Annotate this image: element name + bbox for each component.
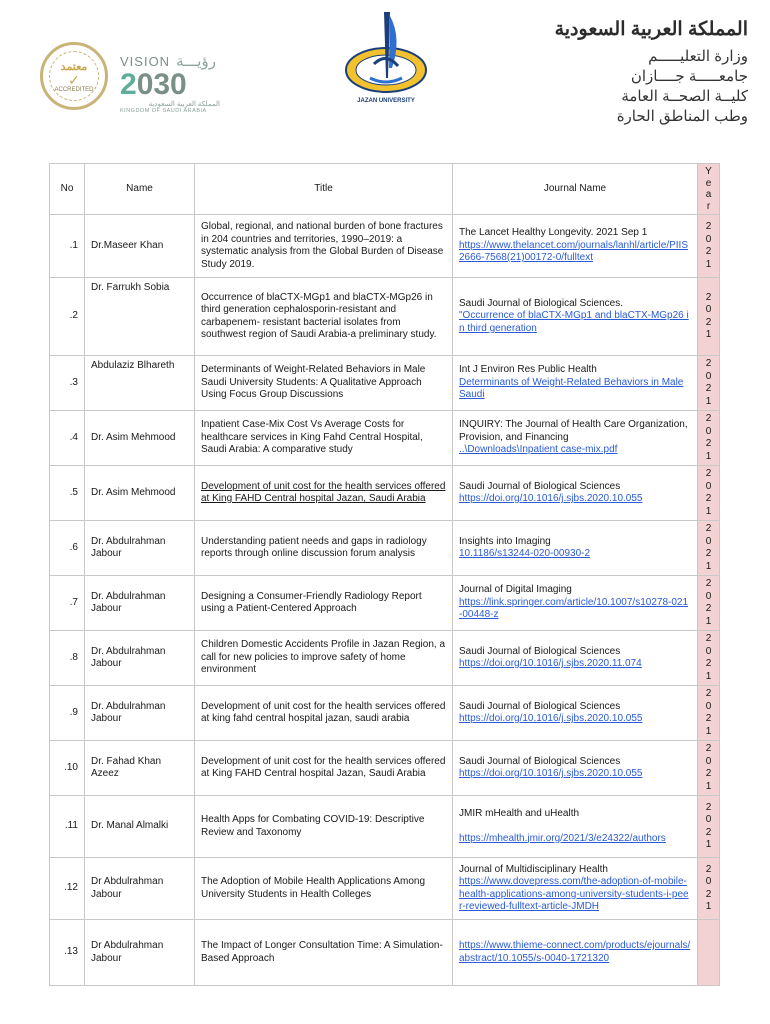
row-number: .13 bbox=[50, 920, 85, 986]
header-journal: Journal Name bbox=[453, 164, 698, 215]
article-title bbox=[195, 278, 453, 356]
journal-link[interactable]: https://www.thieme-connect.com/products/ejournals/abstract/10.1055/s-0040-1721320 bbox=[459, 940, 691, 964]
journal-link[interactable]: Determinants of Weight-Related Behaviors in Male Saudi bbox=[459, 376, 684, 401]
year-digit: 1 bbox=[705, 560, 712, 572]
university-emblem-icon bbox=[340, 8, 432, 100]
table-row bbox=[50, 356, 720, 411]
year-digit: 2 bbox=[705, 633, 712, 644]
vision-label-ar: رؤيـــة bbox=[176, 53, 216, 70]
year-digit: 0 bbox=[705, 425, 712, 437]
row-number: .10 bbox=[50, 741, 85, 796]
letterhead bbox=[0, 0, 770, 130]
article-title bbox=[195, 920, 453, 986]
article-title bbox=[195, 796, 453, 858]
row-number: .7 bbox=[50, 576, 85, 631]
year-digit: 1 bbox=[705, 505, 712, 517]
article-title-text: Health Apps for Combating COVID-19: Descriptive Review and Taxonomy bbox=[201, 814, 425, 838]
row-number: .4 bbox=[50, 411, 85, 466]
vision-kingdom-en: KINGDOM OF SAUDI ARABIA bbox=[120, 108, 207, 114]
year-digit: 1 bbox=[705, 395, 712, 407]
year-cell bbox=[698, 411, 720, 466]
year-digit: 2 bbox=[705, 316, 712, 328]
year-cell bbox=[698, 278, 720, 356]
journal-cell bbox=[453, 278, 698, 356]
year-digit: 0 bbox=[705, 876, 712, 887]
table-row bbox=[50, 576, 720, 631]
year-digit: 2 bbox=[705, 221, 712, 232]
year-digit: 1 bbox=[705, 329, 712, 340]
table-row bbox=[50, 686, 720, 741]
college-name: كليــة الصحــة العامة bbox=[621, 88, 748, 105]
author-name: Dr. Abdulrahman Jabour bbox=[85, 631, 195, 686]
author-name: Dr Abdulrahman Jabour bbox=[85, 920, 195, 986]
year-digit: 2 bbox=[705, 888, 712, 900]
year-digit: 2 bbox=[705, 603, 712, 614]
journal-name: Insights into Imaging bbox=[459, 535, 551, 547]
accreditation-seal bbox=[40, 42, 108, 110]
year-digit: 1 bbox=[705, 450, 712, 462]
vision-kingdom-ar: المملكة العربية السعودية bbox=[148, 101, 220, 108]
year-digit: 2 bbox=[705, 358, 712, 369]
row-number: .2 bbox=[50, 278, 85, 356]
journal-name: JMIR mHealth and uHealth bbox=[459, 808, 580, 819]
article-title bbox=[195, 411, 453, 466]
article-title-text: Designing a Consumer-Friendly Radiology Report using a Patient-Centered Approach bbox=[201, 590, 422, 614]
table-row bbox=[50, 858, 720, 920]
article-title-text: The Adoption of Mobile Health Applications Among University Students in Health Colleges bbox=[201, 876, 426, 900]
year-digit: 0 bbox=[705, 590, 712, 602]
year-digit: 1 bbox=[705, 839, 712, 850]
year-digit: 2 bbox=[705, 493, 712, 504]
year-cell bbox=[698, 576, 720, 631]
year-digit: 2 bbox=[705, 246, 712, 257]
year-digit: 0 bbox=[705, 233, 712, 245]
article-title-text: Global, regional, and national burden of bone fractures in 204 countries and territories, 1990–2019: a systematic analysis from the Global Burden of Disease Study 2019. bbox=[201, 221, 444, 270]
journal-name: Saudi Journal of Biological Sciences. bbox=[459, 297, 623, 309]
row-number: .9 bbox=[50, 686, 85, 741]
table-row bbox=[50, 741, 720, 796]
header-year: Y e a r bbox=[698, 164, 720, 215]
journal-link[interactable]: https://mhealth.jmir.org/2021/3/e24322/authors bbox=[459, 832, 666, 844]
article-title bbox=[195, 466, 453, 521]
article-title bbox=[195, 741, 453, 796]
table-row bbox=[50, 521, 720, 576]
year-digit: 0 bbox=[705, 755, 712, 767]
article-title bbox=[195, 631, 453, 686]
journal-name: Saudi Journal of Biological Sciences bbox=[459, 700, 621, 712]
journal-cell bbox=[453, 741, 698, 796]
college-name-line2: وطب المناطق الحارة bbox=[616, 108, 748, 125]
journal-cell bbox=[453, 920, 698, 986]
journal-link[interactable]: 10.1186/s13244-020-00930-2 bbox=[459, 548, 591, 559]
journal-link[interactable]: "Occurrence of blaCTX-MGp1 and blaCTX-MGp26 in third generation bbox=[459, 310, 689, 334]
journal-link[interactable]: https://link.springer.com/article/10.1007/s10278-021-00448-z bbox=[459, 596, 689, 621]
year-digit: 0 bbox=[705, 480, 712, 492]
vision-label: VISION bbox=[120, 53, 171, 69]
year-digit: 1 bbox=[705, 670, 712, 682]
year-digit: 1 bbox=[705, 780, 712, 792]
article-title bbox=[195, 215, 453, 278]
year-digit: 2 bbox=[705, 468, 712, 479]
university-label: JAZAN UNIVERSITY bbox=[357, 98, 415, 104]
vision-2030-logo bbox=[120, 52, 220, 114]
row-number: .3 bbox=[50, 356, 85, 411]
article-title bbox=[195, 521, 453, 576]
journal-cell bbox=[453, 215, 698, 278]
row-number: .1 bbox=[50, 215, 85, 278]
year-digit: 0 bbox=[705, 814, 712, 825]
journal-cell bbox=[453, 521, 698, 576]
year-cell bbox=[698, 631, 720, 686]
table-row bbox=[50, 466, 720, 521]
year-digit: 2 bbox=[705, 713, 712, 724]
year-digit: 0 bbox=[705, 370, 712, 382]
year-digit: 2 bbox=[705, 743, 712, 754]
journal-name: INQUIRY: The Journal of Health Care Organization, Provision, and Financing bbox=[459, 419, 688, 443]
journal-cell bbox=[453, 576, 698, 631]
journal-link[interactable]: https://doi.org/10.1016/j.sjbs.2020.10.055 bbox=[459, 713, 643, 724]
year-digit: 2 bbox=[705, 548, 712, 559]
article-title-text: Development of unit cost for the health services offered at King FAHD Central hospital Jazan, Saudi Arabia bbox=[201, 755, 446, 779]
author-name: Dr.Maseer Khan bbox=[85, 215, 195, 278]
kingdom-name: المملكة العربية السعودية bbox=[554, 19, 748, 40]
check-icon: ✓ bbox=[68, 71, 80, 88]
article-title bbox=[195, 576, 453, 631]
journal-name: Int J Environ Res Public Health bbox=[459, 364, 597, 376]
year-cell bbox=[698, 920, 720, 986]
author-name: Dr. Asim Mehmood bbox=[85, 466, 195, 521]
year-digit: 1 bbox=[705, 615, 712, 627]
author-name: Dr. Asim Mehmood bbox=[85, 411, 195, 466]
ministry-name: وزارة التعليـــــم bbox=[648, 48, 748, 65]
year-digit: 2 bbox=[705, 863, 712, 875]
journal-link[interactable]: https://doi.org/10.1016/j.sjbs.2020.10.055 bbox=[459, 493, 643, 504]
author-name: Abdulaziz Blhareth bbox=[85, 356, 195, 411]
journal-name: Saudi Journal of Biological Sciences bbox=[459, 480, 621, 492]
article-title-text: Understanding patient needs and gaps in radiology reports through online discussion forum analysis bbox=[201, 535, 427, 559]
year-cell bbox=[698, 521, 720, 576]
author-name: Dr. Abdulrahman Jabour bbox=[85, 521, 195, 576]
year-digit: 2 bbox=[705, 291, 712, 303]
table-header-row bbox=[50, 164, 720, 215]
row-number: .6 bbox=[50, 521, 85, 576]
row-number: .11 bbox=[50, 796, 85, 858]
article-title-text: The Impact of Longer Consultation Time: A Simulation-Based Approach bbox=[201, 940, 443, 964]
journal-link[interactable]: https://www.dovepress.com/the-adoption-of-mobile-health-applications-among-university-students-i-peer-reviewed-fulltext-article-JMDH bbox=[459, 876, 689, 912]
journal-name: Saudi Journal of Biological Sciences bbox=[459, 645, 621, 657]
article-title-text: Determinants of Weight-Related Behaviors in Male Saudi University Students: A Qualitative Approach Using Focus Group Discussions bbox=[201, 364, 426, 401]
year-digit: 2 bbox=[705, 801, 712, 813]
table-row bbox=[50, 215, 720, 278]
article-title bbox=[195, 858, 453, 920]
year-cell bbox=[698, 858, 720, 920]
university-name: جامعـــــة جــــازان bbox=[630, 68, 748, 85]
table-row bbox=[50, 411, 720, 466]
year-digit: 2 bbox=[705, 768, 712, 779]
vision-year: 2030 bbox=[120, 68, 187, 101]
article-title-text: Development of unit cost for the health services offered at king fahd central hospital jazan, saudi arabia bbox=[201, 700, 446, 724]
journal-cell bbox=[453, 858, 698, 920]
journal-link[interactable]: https://doi.org/10.1016/j.sjbs.2020.11.074 bbox=[459, 658, 642, 669]
table-row bbox=[50, 796, 720, 858]
header-name: Name bbox=[85, 164, 195, 215]
author-name: Dr. Fahad Khan Azeez bbox=[85, 741, 195, 796]
year-cell bbox=[698, 215, 720, 278]
year-digit: 1 bbox=[705, 901, 712, 912]
article-title bbox=[195, 356, 453, 411]
author-name: Dr Abdulrahman Jabour bbox=[85, 858, 195, 920]
row-number: .5 bbox=[50, 466, 85, 521]
year-digit: 2 bbox=[705, 413, 712, 424]
seal-sub: ACCREDITED bbox=[54, 86, 94, 93]
article-title-text: Children Domestic Accidents Profile in Jazan Region, a call for new policies to improve safety of home environment bbox=[201, 639, 446, 676]
journal-name: The Lancet Healthy Longevity. 2021 Sep 1 bbox=[459, 227, 648, 239]
header-no: No bbox=[50, 164, 85, 215]
year-digit: 2 bbox=[705, 578, 712, 589]
article-title-text: Occurrence of blaCTX-MGp1 and blaCTX-MGp26 in third generation cephalosporin-resistant and carbapenem- resistant bacterial isolates from southwest region of Saudi Arabia-a preliminary study. bbox=[201, 291, 437, 340]
year-digit: 2 bbox=[705, 523, 712, 534]
year-digit: 2 bbox=[705, 383, 712, 394]
article-title-text: Development of unit cost for the health services offered at King FAHD Central hospital Jazan, Saudi Arabia bbox=[201, 480, 446, 504]
journal-cell bbox=[453, 466, 698, 521]
header-title: Title bbox=[195, 164, 453, 215]
author-name: Dr. Manal Almalki bbox=[85, 796, 195, 858]
year-digit: 0 bbox=[705, 700, 712, 712]
journal-name: Saudi Journal of Biological Sciences bbox=[459, 755, 621, 767]
journal-cell bbox=[453, 356, 698, 411]
journal-name: Journal of Multidisciplinary Health bbox=[459, 863, 608, 875]
article-title bbox=[195, 686, 453, 741]
year-cell bbox=[698, 356, 720, 411]
year-cell bbox=[698, 796, 720, 858]
year-cell bbox=[698, 686, 720, 741]
author-name: Dr. Farrukh Sobia bbox=[85, 278, 195, 356]
year-digit: 2 bbox=[705, 658, 712, 669]
year-digit: 1 bbox=[705, 725, 712, 737]
row-number: .12 bbox=[50, 858, 85, 920]
journal-name: Journal of Digital Imaging bbox=[459, 584, 572, 596]
table-row bbox=[50, 631, 720, 686]
author-name: Dr. Abdulrahman Jabour bbox=[85, 576, 195, 631]
journal-cell bbox=[453, 796, 698, 858]
table-row bbox=[50, 920, 720, 986]
year-cell bbox=[698, 741, 720, 796]
journal-link[interactable]: https://www.thelancet.com/journals/lanhl/article/PIIS2666-7568(21)00172-0/fulltext bbox=[459, 239, 688, 264]
institution-name-ar bbox=[548, 18, 748, 127]
year-digit: 0 bbox=[705, 645, 712, 657]
year-digit: 0 bbox=[705, 535, 712, 547]
year-digit: 1 bbox=[705, 258, 712, 270]
journal-cell bbox=[453, 631, 698, 686]
journal-link[interactable]: https://doi.org/10.1016/j.sjbs.2020.10.055 bbox=[459, 768, 643, 779]
journal-link[interactable]: ..\Downloads\Inpatient case-mix.pdf bbox=[459, 444, 618, 456]
jazan-university-logo bbox=[340, 8, 432, 108]
seal-label: معتمد bbox=[60, 60, 88, 73]
row-number: .8 bbox=[50, 631, 85, 686]
year-digit: 2 bbox=[705, 438, 712, 449]
journal-cell bbox=[453, 411, 698, 466]
journal-cell bbox=[453, 686, 698, 741]
publications-table bbox=[49, 163, 720, 986]
year-digit: 2 bbox=[705, 688, 712, 699]
year-cell bbox=[698, 466, 720, 521]
year-digit: 2 bbox=[705, 826, 712, 838]
table-row bbox=[50, 278, 720, 356]
article-title-text: Inpatient Case-Mix Cost Vs Average Costs for healthcare services in King Fahd Central Hospital, Saudi Arabia: A comparative study bbox=[201, 419, 423, 456]
author-name: Dr. Abdulrahman Jabour bbox=[85, 686, 195, 741]
year-digit: 0 bbox=[705, 304, 712, 315]
